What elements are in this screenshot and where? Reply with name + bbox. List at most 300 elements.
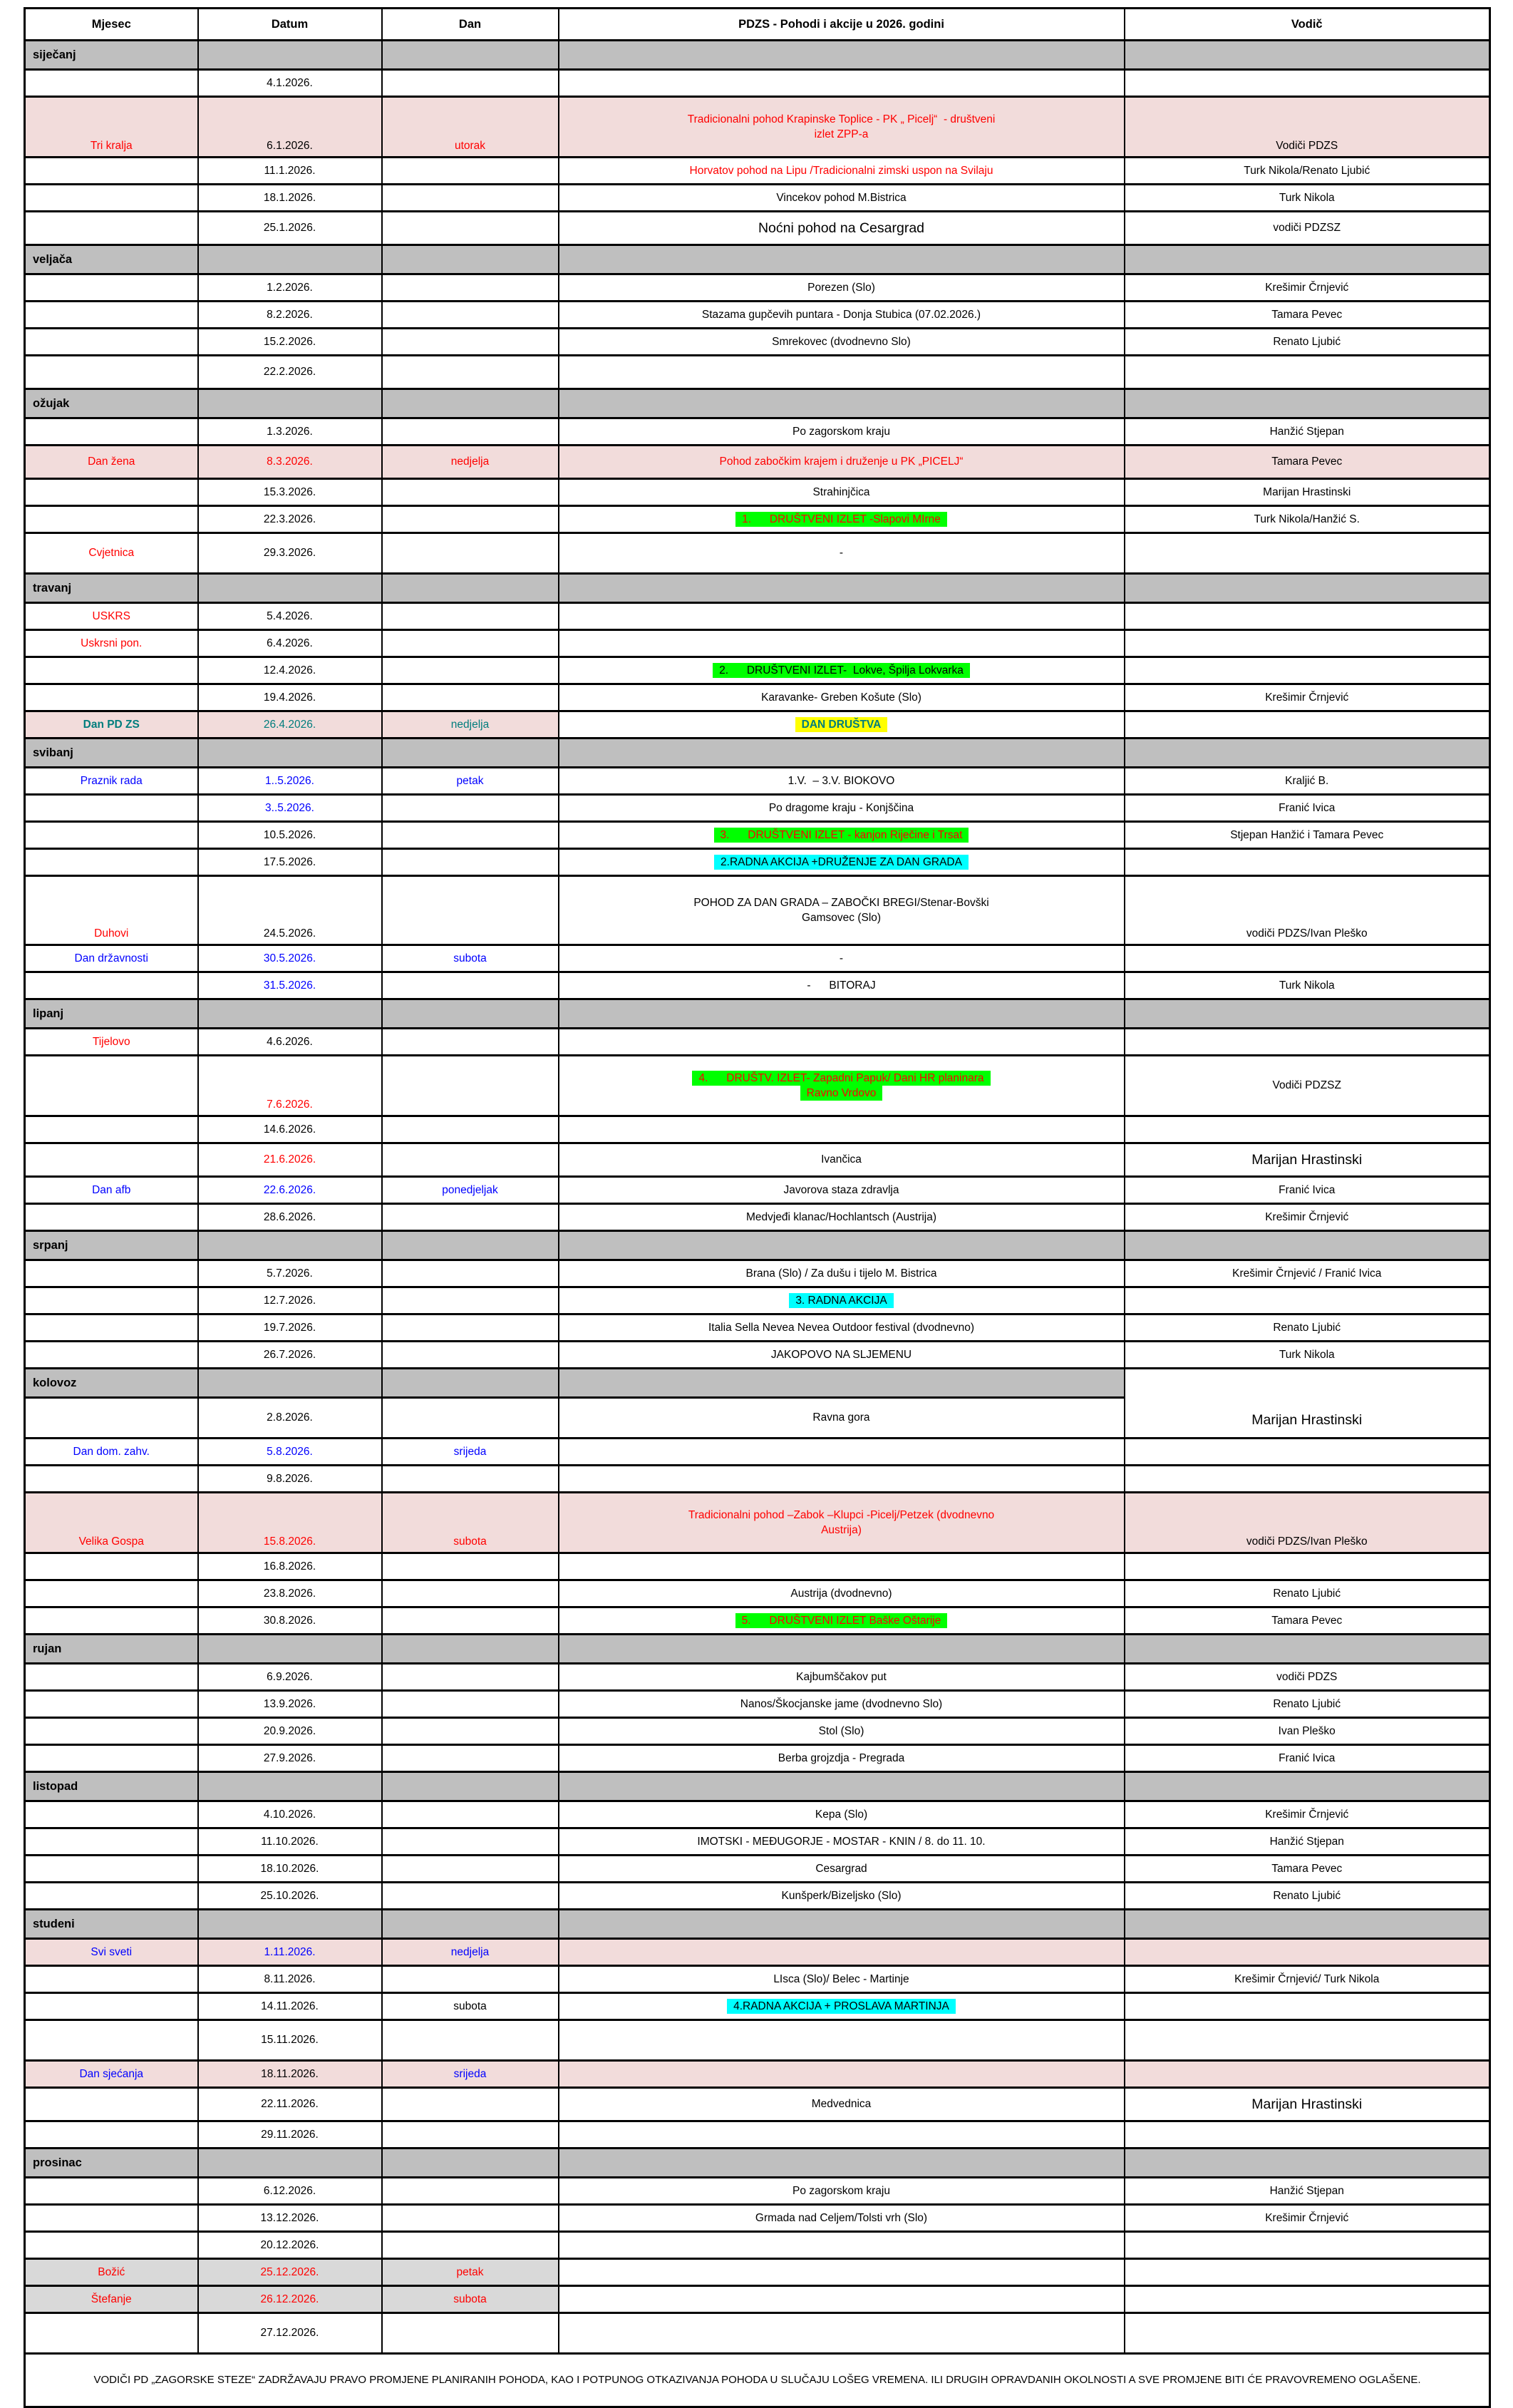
table-footer xyxy=(25,2354,1490,2407)
holiday-cell xyxy=(25,2020,198,2061)
guide-cell: Renato Ljubić xyxy=(1125,1580,1490,1607)
event-text: Kunšperk/Bizeljsko (Slo) xyxy=(781,1889,902,1902)
holiday-cell: Dan sjećanja xyxy=(25,2061,198,2088)
month-label-cell: svibanj xyxy=(25,739,198,768)
event-line xyxy=(564,2211,1120,2226)
guide-cell: Turk Nikola/Hanžić S. xyxy=(1125,506,1490,533)
holiday-cell: Štefanje xyxy=(25,2286,198,2313)
event-cell xyxy=(559,1143,1125,1177)
schedule-row xyxy=(25,479,1490,506)
holiday-cell xyxy=(25,1143,198,1177)
event-line xyxy=(564,1320,1120,1335)
event-text: Brana (Slo) / Za dušu i tijelo M. Bistrica xyxy=(745,1267,937,1280)
event-cell xyxy=(559,2121,1125,2149)
schedule-row xyxy=(25,1029,1490,1056)
schedule-row xyxy=(25,1260,1490,1287)
month-row-empty-cell xyxy=(198,1369,382,1398)
event-text: Vincekov pohod M.Bistrica xyxy=(776,191,907,204)
date-cell: 22.2.2026. xyxy=(198,356,382,389)
event-line xyxy=(564,1523,1120,1538)
schedule-row xyxy=(25,329,1490,356)
event-text: 1.V. – 3.V. BIOKOVO xyxy=(788,774,895,787)
event-cell xyxy=(559,2088,1125,2121)
month-row-empty-cell xyxy=(559,1910,1125,1939)
event-text: Po dragome kraju - Konjščina xyxy=(768,801,914,814)
guide-cell: Krešimir Črnjević / Franić Ivica xyxy=(1125,1260,1490,1287)
day-cell: nedjelja xyxy=(382,711,559,739)
event-line xyxy=(564,219,1120,237)
month-row-empty-cell xyxy=(382,1369,559,1398)
day-cell xyxy=(382,1745,559,1772)
day-cell xyxy=(382,876,559,945)
month-row-empty-cell xyxy=(1125,739,1490,768)
event-line xyxy=(564,1613,1120,1628)
guide-cell: vodiči PDZSZ xyxy=(1125,212,1490,245)
event-cell xyxy=(559,1439,1125,1466)
month-row-empty-cell xyxy=(382,2149,559,2178)
day-cell xyxy=(382,2232,559,2259)
date-cell: 1.2.2026. xyxy=(198,274,382,302)
event-cell xyxy=(559,1745,1125,1772)
guide-cell: Marijan Hrastinski xyxy=(1125,2088,1490,2121)
day-cell xyxy=(382,1691,559,1718)
event-cell xyxy=(559,70,1125,97)
month-row-empty-cell xyxy=(1125,245,1490,274)
schedule-row xyxy=(25,2088,1490,2121)
schedule-row xyxy=(25,1828,1490,1856)
holiday-cell xyxy=(25,657,198,684)
event-text: - xyxy=(839,547,844,560)
schedule-row xyxy=(25,2178,1490,2205)
event-cell xyxy=(559,630,1125,657)
schedule-row xyxy=(25,1342,1490,1369)
date-cell: 8.11.2026. xyxy=(198,1966,382,1993)
month-label-cell: rujan xyxy=(25,1635,198,1664)
event-cell xyxy=(559,2259,1125,2286)
event-line xyxy=(564,1266,1120,1281)
event-text: Pohod zabočkim krajem i druženje u PK „PICELJ“ xyxy=(719,456,964,468)
event-cell xyxy=(559,2178,1125,2205)
event-cell xyxy=(559,1607,1125,1635)
month-row-empty-cell xyxy=(382,1231,559,1260)
holiday-cell: Praznik rada xyxy=(25,768,198,795)
month-row xyxy=(25,1772,1490,1801)
holiday-cell xyxy=(25,972,198,999)
date-cell: 11.1.2026. xyxy=(198,158,382,185)
guide-cell: Krešimir Črnjević/ Turk Nikola xyxy=(1125,1966,1490,1993)
month-row xyxy=(25,389,1490,418)
holiday-cell: Duhovi xyxy=(25,876,198,945)
guide-cell: Franić Ivica xyxy=(1125,795,1490,822)
event-text: Medvednica xyxy=(811,2098,872,2111)
document-page xyxy=(0,7,1513,2408)
month-row-empty-cell xyxy=(198,41,382,70)
event-cell xyxy=(559,1029,1125,1056)
date-cell: 17.5.2026. xyxy=(198,849,382,876)
schedule-row xyxy=(25,1204,1490,1231)
date-cell: 6.12.2026. xyxy=(198,2178,382,2205)
month-row xyxy=(25,739,1490,768)
date-cell: 28.6.2026. xyxy=(198,1204,382,1231)
schedule-row xyxy=(25,822,1490,849)
date-cell: 19.7.2026. xyxy=(198,1314,382,1342)
event-highlight-chip: 4.RADNA AKCIJA + PROSLAVA MARTINJA xyxy=(727,1999,956,2014)
date-cell: 26.4.2026. xyxy=(198,711,382,739)
guide-cell: Vodiči PDZS xyxy=(1125,97,1490,158)
month-row xyxy=(25,574,1490,603)
holiday-cell: Cvjetnica xyxy=(25,533,198,574)
event-cell xyxy=(559,2061,1125,2088)
event-highlight-chip: 3. RADNA AKCIJA xyxy=(789,1293,893,1308)
day-cell xyxy=(382,1607,559,1635)
event-cell xyxy=(559,849,1125,876)
guide-cell: Marijan Hrastinski xyxy=(1125,1143,1490,1177)
day-cell: utorak xyxy=(382,97,559,158)
guide-cell xyxy=(1125,630,1490,657)
date-cell: 1.11.2026. xyxy=(198,1939,382,1966)
month-row xyxy=(25,999,1490,1029)
schedule-row xyxy=(25,1691,1490,1718)
schedule-row xyxy=(25,1718,1490,1745)
month-row-empty-cell xyxy=(559,1231,1125,1260)
event-highlight-chip: Ravno Vrdovo xyxy=(800,1086,883,1101)
schedule-row xyxy=(25,1143,1490,1177)
guide-cell: vodiči PDZS/Ivan Pleško xyxy=(1125,1493,1490,1553)
event-cell xyxy=(559,2313,1125,2354)
event-cell xyxy=(559,1883,1125,1910)
event-cell xyxy=(559,1828,1125,1856)
guide-cell: Tamara Pevec xyxy=(1125,446,1490,479)
event-line xyxy=(564,1807,1120,1822)
event-line xyxy=(564,773,1120,788)
event-line xyxy=(564,2096,1120,2111)
date-cell: 4.6.2026. xyxy=(198,1029,382,1056)
guide-cell: Krešimir Črnjević xyxy=(1125,274,1490,302)
date-cell: 5.8.2026. xyxy=(198,1439,382,1466)
schedule-row xyxy=(25,768,1490,795)
month-label-cell: listopad xyxy=(25,1772,198,1801)
event-cell xyxy=(559,1553,1125,1580)
day-cell xyxy=(382,1398,559,1439)
month-row xyxy=(25,1910,1490,1939)
event-line xyxy=(564,334,1120,349)
holiday-cell xyxy=(25,1204,198,1231)
guide-cell xyxy=(1125,945,1490,972)
holiday-cell xyxy=(25,70,198,97)
event-cell xyxy=(559,1287,1125,1314)
date-cell: 11.10.2026. xyxy=(198,1828,382,1856)
date-cell: 8.2.2026. xyxy=(198,302,382,329)
schedule-row xyxy=(25,506,1490,533)
holiday-cell xyxy=(25,1856,198,1883)
date-cell: 25.1.2026. xyxy=(198,212,382,245)
event-cell xyxy=(559,185,1125,212)
day-cell xyxy=(382,1664,559,1691)
date-cell: 14.11.2026. xyxy=(198,1993,382,2020)
day-cell xyxy=(382,1342,559,1369)
day-cell: subota xyxy=(382,2286,559,2313)
table-header xyxy=(25,9,1490,41)
event-text: Austrija (dvodnevno) xyxy=(790,1587,892,1600)
event-highlight-chip: 5. DRUŠTVENI IZLET Baške Oštarije xyxy=(735,1613,948,1628)
month-row-empty-cell xyxy=(559,1635,1125,1664)
guide-cell: Hanžić Stjepan xyxy=(1125,418,1490,446)
schedule-row xyxy=(25,1580,1490,1607)
holiday-cell xyxy=(25,506,198,533)
date-cell: 14.6.2026. xyxy=(198,1116,382,1143)
event-cell xyxy=(559,1966,1125,1993)
schedule-table xyxy=(24,7,1491,2408)
month-row-empty-cell xyxy=(382,1635,559,1664)
guide-cell xyxy=(1125,2232,1490,2259)
guide-cell: Turk Nikola xyxy=(1125,972,1490,999)
date-cell: 15.11.2026. xyxy=(198,2020,382,2061)
event-cell xyxy=(559,822,1125,849)
date-cell: 22.6.2026. xyxy=(198,1177,382,1204)
guide-cell: Turk Nikola/Renato Ljubić xyxy=(1125,158,1490,185)
holiday-cell: Božić xyxy=(25,2259,198,2286)
month-row-empty-cell xyxy=(1125,574,1490,603)
date-cell: 4.1.2026. xyxy=(198,70,382,97)
event-line xyxy=(564,280,1120,295)
month-row-empty-cell xyxy=(1125,1635,1490,1664)
month-row-empty-cell xyxy=(382,574,559,603)
event-cell xyxy=(559,97,1125,158)
event-cell xyxy=(559,768,1125,795)
date-cell: 5.4.2026. xyxy=(198,603,382,630)
month-row-empty-cell xyxy=(198,245,382,274)
event-cell xyxy=(559,1204,1125,1231)
date-cell: 22.3.2026. xyxy=(198,506,382,533)
holiday-cell xyxy=(25,1398,198,1439)
guide-cell: Renato Ljubić xyxy=(1125,329,1490,356)
schedule-row xyxy=(25,1856,1490,1883)
month-row-empty-cell xyxy=(382,739,559,768)
guide-cell xyxy=(1125,849,1490,876)
guide-cell xyxy=(1125,2286,1490,2313)
holiday-cell xyxy=(25,356,198,389)
holiday-cell xyxy=(25,1314,198,1342)
day-cell xyxy=(382,1287,559,1314)
guide-cell: Hanžić Stjepan xyxy=(1125,2178,1490,2205)
month-row-empty-cell xyxy=(1125,1910,1490,1939)
event-highlight-chip: 2. DRUŠTVENI IZLET- Lokve, Špilja Lokvarka xyxy=(713,663,970,678)
guide-cell xyxy=(1125,711,1490,739)
month-row-empty-cell xyxy=(559,574,1125,603)
guide-cell: Hanžić Stjepan xyxy=(1125,1828,1490,1856)
holiday-cell: Dan PD ZS xyxy=(25,711,198,739)
event-text: Gamsovec (Slo) xyxy=(801,912,882,924)
schedule-row xyxy=(25,1439,1490,1466)
month-label-cell: ožujak xyxy=(25,389,198,418)
event-highlight-chip: DAN DRUŠTVA xyxy=(795,717,888,732)
day-cell: subota xyxy=(382,945,559,972)
day-cell xyxy=(382,158,559,185)
holiday-cell xyxy=(25,1801,198,1828)
event-text: Kepa (Slo) xyxy=(815,1808,868,1821)
col-header-vodic: Vodič xyxy=(1125,9,1490,41)
guide-cell xyxy=(1125,2061,1490,2088)
event-line xyxy=(564,978,1120,993)
month-row-empty-cell xyxy=(1125,1772,1490,1801)
holiday-cell xyxy=(25,1691,198,1718)
month-row-empty-cell xyxy=(198,574,382,603)
holiday-cell xyxy=(25,1260,198,1287)
schedule-row xyxy=(25,212,1490,245)
day-cell xyxy=(382,1883,559,1910)
month-row-empty-cell xyxy=(559,1369,1125,1398)
event-text: Ravna gora xyxy=(812,1411,870,1424)
event-cell xyxy=(559,1177,1125,1204)
day-cell xyxy=(382,1580,559,1607)
day-cell: ponedjeljak xyxy=(382,1177,559,1204)
guide-cell xyxy=(1125,603,1490,630)
month-row-empty-cell xyxy=(382,41,559,70)
schedule-row xyxy=(25,972,1490,999)
guide-cell xyxy=(1125,1993,1490,2020)
event-cell xyxy=(559,2205,1125,2232)
guide-cell: Ivan Pleško xyxy=(1125,1718,1490,1745)
holiday-cell xyxy=(25,1056,198,1116)
guide-cell: vodiči PDZS/Ivan Pleško xyxy=(1125,876,1490,945)
schedule-row xyxy=(25,2020,1490,2061)
event-highlight-chip: 2.RADNA AKCIJA +DRUŽENJE ZA DAN GRADA xyxy=(714,855,969,870)
event-line xyxy=(564,545,1120,560)
month-label-cell: kolovoz xyxy=(25,1369,198,1398)
table-body xyxy=(25,41,1490,2354)
event-text: Tradicionalni pohod Krapinske Toplice - PK „ Picelj“ - društveni xyxy=(687,113,996,125)
holiday-cell xyxy=(25,2232,198,2259)
event-cell xyxy=(559,329,1125,356)
date-cell: 2.8.2026. xyxy=(198,1398,382,1439)
month-row-empty-cell xyxy=(559,245,1125,274)
event-text: Porezen (Slo) xyxy=(807,281,875,294)
day-cell xyxy=(382,2088,559,2121)
date-cell: 3..5.2026. xyxy=(198,795,382,822)
schedule-row xyxy=(25,70,1490,97)
holiday-cell xyxy=(25,849,198,876)
event-line xyxy=(564,690,1120,705)
month-row-empty-cell xyxy=(382,245,559,274)
schedule-row xyxy=(25,1883,1490,1910)
event-cell xyxy=(559,1260,1125,1287)
guide-cell xyxy=(1125,70,1490,97)
day-cell xyxy=(382,1056,559,1116)
holiday-cell xyxy=(25,2088,198,2121)
event-text: Stazama gupčevih puntara - Donja Stubica (07.02.2026.) xyxy=(701,308,981,321)
event-text: Horvatov pohod na Lipu /Tradicionalni zimski uspon na Svilaju xyxy=(689,164,993,177)
month-row-empty-cell xyxy=(559,999,1125,1029)
holiday-cell xyxy=(25,418,198,446)
month-row-empty-cell xyxy=(198,739,382,768)
event-text: Po zagorskom kraju xyxy=(792,2184,890,2197)
event-cell xyxy=(559,1056,1125,1116)
event-line xyxy=(564,1410,1120,1425)
guide-cell: Krešimir Črnjević xyxy=(1125,684,1490,711)
event-line xyxy=(564,1508,1120,1523)
date-cell: 21.6.2026. xyxy=(198,1143,382,1177)
event-text: Javorova staza zdravlja xyxy=(783,1183,899,1196)
date-cell: 25.12.2026. xyxy=(198,2259,382,2286)
col-header-mjesec: Mjesec xyxy=(25,9,198,41)
date-cell: 30.5.2026. xyxy=(198,945,382,972)
guide-cell: Tamara Pevec xyxy=(1125,302,1490,329)
guide-cell xyxy=(1125,1553,1490,1580)
date-cell: 23.8.2026. xyxy=(198,1580,382,1607)
col-header-dan: Dan xyxy=(382,9,559,41)
event-line xyxy=(564,485,1120,500)
event-line xyxy=(564,512,1120,527)
event-line xyxy=(564,1972,1120,1987)
month-row-empty-cell xyxy=(559,1772,1125,1801)
event-text: Tradicionalni pohod –Zabok –Klupci -Picelj/Petzek (dvodnevno xyxy=(688,1508,995,1521)
schedule-row xyxy=(25,684,1490,711)
day-cell xyxy=(382,2205,559,2232)
header-row xyxy=(25,9,1490,41)
date-cell: 27.9.2026. xyxy=(198,1745,382,1772)
holiday-cell xyxy=(25,1287,198,1314)
date-cell: 30.8.2026. xyxy=(198,1607,382,1635)
month-row-empty-cell xyxy=(559,739,1125,768)
date-cell: 26.12.2026. xyxy=(198,2286,382,2313)
date-cell: 13.9.2026. xyxy=(198,1691,382,1718)
event-text: Po zagorskom kraju xyxy=(792,425,890,438)
date-cell: 15.3.2026. xyxy=(198,479,382,506)
guide-cell xyxy=(1125,657,1490,684)
col-header-pohodi: PDZS - Pohodi i akcije u 2026. godini xyxy=(559,9,1125,41)
guide-cell: Turk Nikola xyxy=(1125,185,1490,212)
date-cell: 6.1.2026. xyxy=(198,97,382,158)
day-cell: petak xyxy=(382,768,559,795)
event-line xyxy=(564,127,1120,142)
event-text: Italia Sella Nevea Nevea Outdoor festival (dvodnevno) xyxy=(708,1321,975,1334)
guide-cell: Renato Ljubić xyxy=(1125,1314,1490,1342)
event-cell xyxy=(559,533,1125,574)
month-row-empty-cell xyxy=(1125,1231,1490,1260)
month-row-empty-cell xyxy=(1125,999,1490,1029)
holiday-cell: Tri kralja xyxy=(25,97,198,158)
month-row-empty-cell xyxy=(559,41,1125,70)
event-line xyxy=(564,112,1120,127)
event-line xyxy=(564,801,1120,815)
event-text: Stol (Slo) xyxy=(818,1724,864,1737)
holiday-cell xyxy=(25,1342,198,1369)
date-cell: 4.10.2026. xyxy=(198,1801,382,1828)
event-line xyxy=(564,1697,1120,1712)
day-cell xyxy=(382,1966,559,1993)
event-text: izlet ZPP-a xyxy=(814,128,869,140)
date-cell: 22.11.2026. xyxy=(198,2088,382,2121)
guide-cell: Krešimir Črnjević xyxy=(1125,1801,1490,1828)
schedule-row xyxy=(25,1493,1490,1553)
holiday-cell xyxy=(25,1828,198,1856)
day-cell xyxy=(382,795,559,822)
event-line xyxy=(564,1210,1120,1225)
event-line xyxy=(564,307,1120,322)
day-cell xyxy=(382,2020,559,2061)
month-row-empty-cell xyxy=(559,389,1125,418)
day-cell xyxy=(382,1828,559,1856)
month-row xyxy=(25,1231,1490,1260)
event-text: Ivančica xyxy=(821,1153,862,1166)
day-cell xyxy=(382,1856,559,1883)
guide-cell: Franić Ivica xyxy=(1125,1177,1490,1204)
day-cell: petak xyxy=(382,2259,559,2286)
event-cell xyxy=(559,158,1125,185)
holiday-cell xyxy=(25,302,198,329)
event-line xyxy=(564,1347,1120,1362)
holiday-cell: Dan državnosti xyxy=(25,945,198,972)
